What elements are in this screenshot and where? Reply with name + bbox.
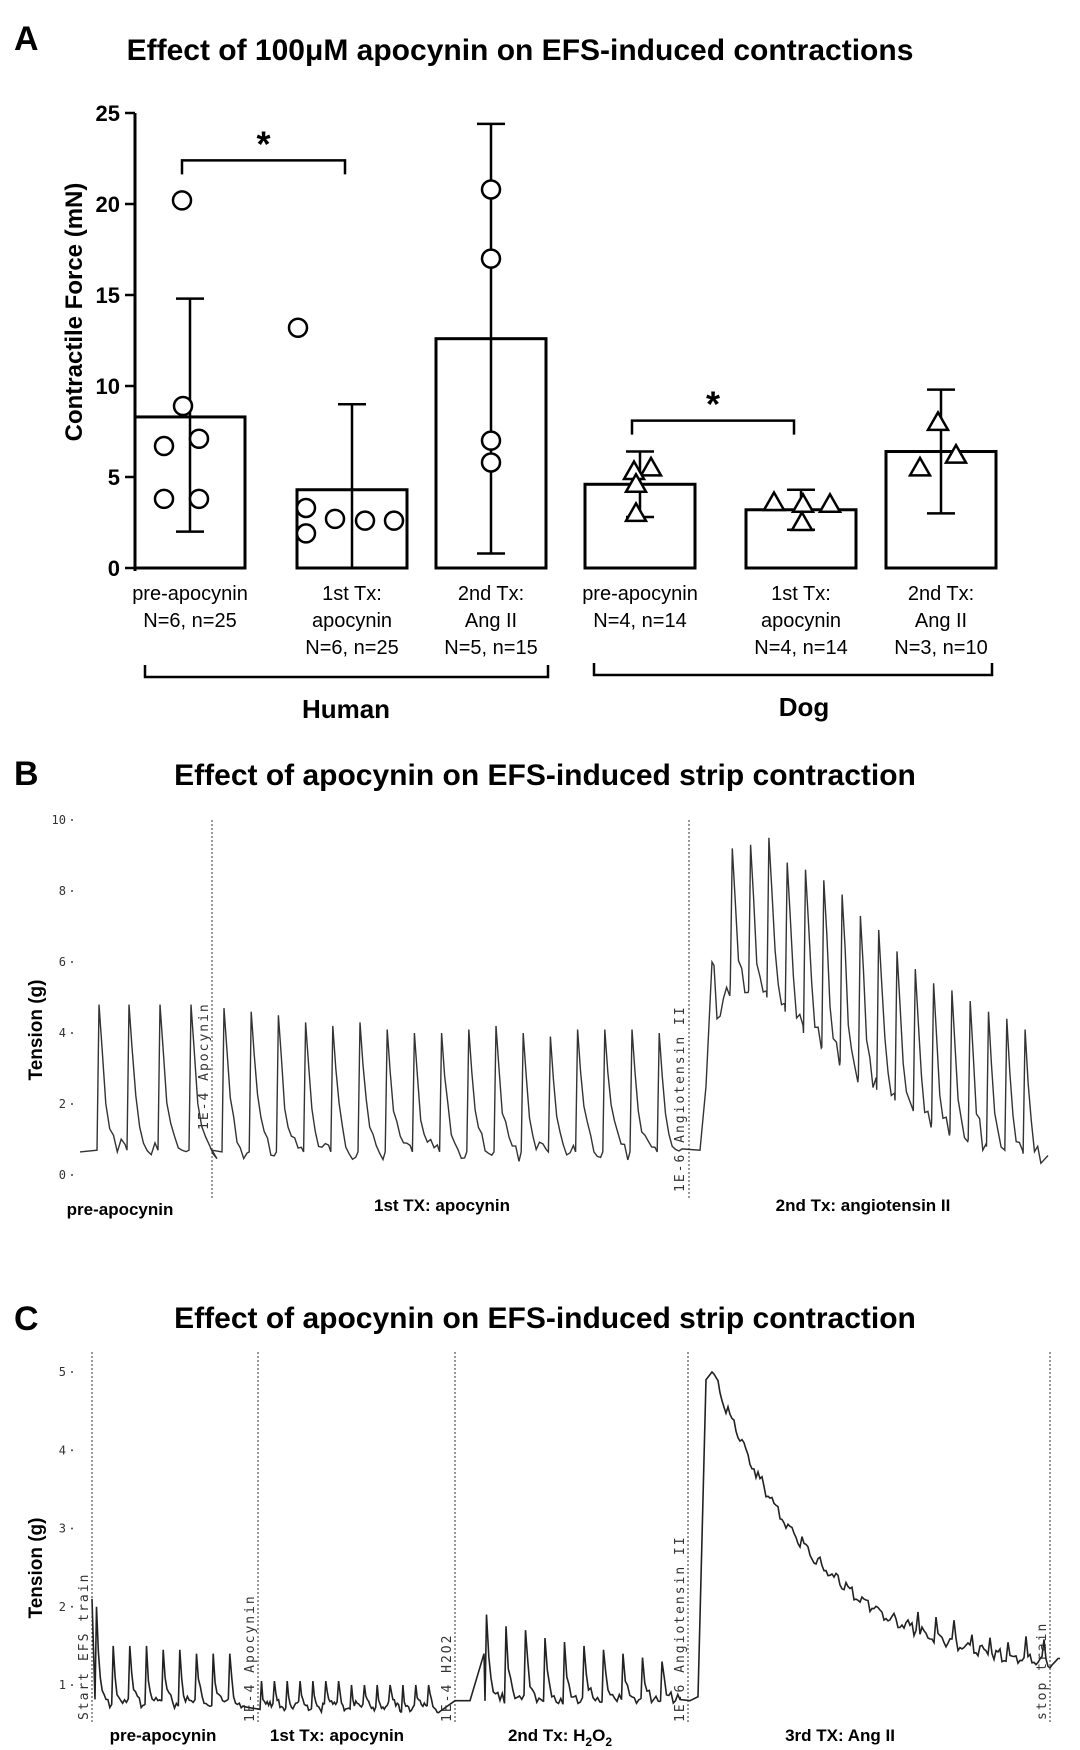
data-point-triangle	[764, 492, 784, 510]
data-point-triangle	[820, 494, 840, 512]
panel-a-ylabel: Contractile Force (mN)	[61, 182, 88, 442]
human-group-bracket	[145, 665, 548, 677]
category-label: 1st Tx:	[771, 583, 831, 605]
category-label: N=6, n=25	[143, 610, 237, 632]
y-tick-label: 4	[58, 1443, 66, 1458]
y-tick-label: 2	[58, 1097, 66, 1111]
panel-a-letter: A	[14, 20, 39, 58]
y-tick-dot	[71, 1684, 73, 1686]
panel-a-y-ticks	[96, 101, 135, 581]
y-tick-label: 4	[58, 1026, 66, 1040]
y-tick-label: 6	[58, 955, 66, 969]
panel-c-phase-angii: 3rd TX: Ang II	[785, 1726, 895, 1745]
data-point-circle	[297, 524, 315, 542]
data-point-triangle	[793, 494, 813, 512]
category-label: apocynin	[760, 610, 842, 632]
panel-a-title: Effect of 100μM apocynin on EFS-induced contractions	[126, 34, 914, 67]
data-point-triangle	[928, 412, 948, 430]
y-tick-label: 20	[95, 192, 120, 217]
data-point-circle	[190, 430, 208, 448]
data-point-circle	[482, 250, 500, 268]
data-point-circle	[297, 499, 315, 517]
data-point-circle	[356, 512, 374, 530]
y-tick-label: 10	[95, 374, 120, 399]
y-tick-dot	[71, 1449, 73, 1451]
panel-b-event-markers	[197, 820, 689, 1200]
y-tick-label: 3	[58, 1521, 66, 1536]
dog-group-bracket	[594, 663, 992, 675]
y-tick-dot	[71, 890, 73, 892]
y-tick-label: 5	[107, 465, 120, 490]
y-tick-label: 15	[95, 283, 120, 308]
y-tick-label: 2	[58, 1599, 66, 1614]
data-point-circle	[190, 490, 208, 508]
data-point-circle	[385, 512, 403, 530]
y-tick-dot	[71, 1371, 73, 1373]
data-point-circle	[155, 490, 173, 508]
data-point-circle	[482, 453, 500, 471]
category-label: pre-apocynin	[582, 583, 698, 605]
panel-b-phase-apocynin: 1st TX: apocynin	[373, 1196, 511, 1215]
y-tick-dot	[71, 819, 73, 821]
y-tick-label: 10	[51, 813, 66, 827]
y-tick-dot	[71, 961, 73, 963]
category-label: pre-apocynin	[132, 583, 248, 605]
human-group-label: Human	[301, 694, 391, 724]
y-tick-dot	[71, 1174, 73, 1176]
data-point-circle	[173, 191, 191, 209]
panel-c-phase-apocynin: 1st Tx: apocynin	[269, 1726, 405, 1745]
category-label: 2nd Tx:	[907, 583, 975, 605]
category-label: N=3, n=10	[894, 637, 988, 659]
y-tick-label: 8	[58, 884, 66, 898]
y-tick-label: 1	[58, 1678, 66, 1692]
panel-b-letter: B	[14, 755, 39, 793]
event-label-apocynin: 1E-4 Apocynin	[197, 1002, 212, 1130]
category-label: Ang II	[914, 610, 968, 632]
panel-c-letter: C	[14, 1300, 39, 1338]
panel-a-bars	[135, 339, 996, 568]
data-point-circle	[482, 432, 500, 450]
y-tick-label: 5	[58, 1365, 66, 1379]
event-label: 1E-4 H2O2	[440, 1633, 455, 1722]
panel-c-y-ticks	[59, 1365, 73, 1692]
data-point-circle	[482, 180, 500, 198]
y-tick-dot	[71, 1032, 73, 1034]
panel-b-phase-angiotensin: 2nd Tx: angiotensin II	[775, 1196, 951, 1215]
panel-a-points	[155, 180, 966, 542]
panel-c-ylabel: Tension (g)	[26, 1517, 47, 1619]
dog-group-label: Dog	[778, 692, 830, 722]
data-point-circle	[155, 437, 173, 455]
panel-b-phase-pre: pre-apocynin	[66, 1200, 174, 1219]
data-point-triangle	[641, 458, 661, 476]
y-tick-label: 0	[58, 1168, 66, 1182]
event-label: 1E-6 Angiotensin II	[673, 1535, 688, 1722]
data-point-circle	[326, 510, 344, 528]
y-tick-label: 0	[107, 556, 120, 581]
panel-b-y-ticks	[52, 813, 73, 1182]
category-label: 2nd Tx:	[457, 583, 525, 605]
category-label: N=4, n=14	[754, 637, 848, 659]
significance-star: *	[705, 383, 721, 425]
panel-b-title: Effect of apocynin on EFS-induced strip contraction	[174, 759, 916, 792]
significance-star: *	[256, 123, 271, 165]
category-label: N=5, n=15	[444, 637, 538, 659]
panel-c-trace	[92, 1372, 1060, 1713]
category-label: 1st Tx:	[322, 583, 382, 605]
category-label: N=6, n=25	[305, 637, 399, 659]
y-tick-label: 25	[95, 101, 120, 126]
event-label: stop train	[1035, 1621, 1050, 1720]
data-point-circle	[289, 319, 307, 337]
panel-c-title: Effect of apocynin on EFS-induced strip contraction	[174, 1302, 916, 1335]
y-tick-dot	[71, 1103, 73, 1105]
data-point-circle	[174, 397, 192, 415]
panel-c-phase-h2o2: 2nd Tx: $H_2O_2$	[507, 1726, 613, 1749]
panel-a-category-labels	[132, 583, 988, 659]
category-label: apocynin	[311, 610, 393, 632]
category-label: Ang II	[464, 610, 518, 632]
category-label: N=4, n=14	[593, 610, 687, 632]
event-label: Start EFS train	[77, 1572, 92, 1720]
panel-c-phase-pre: pre-apocynin	[109, 1726, 217, 1745]
y-tick-dot	[71, 1528, 73, 1530]
panel-a-error-bars	[176, 124, 955, 568]
event-label-angiotensin: 1E-6 Angiotensin II	[673, 1005, 688, 1192]
panel-b-trace	[80, 838, 1048, 1164]
panel-b-ylabel: Tension (g)	[26, 979, 47, 1081]
y-tick-dot	[71, 1606, 73, 1608]
event-label: 1E-4 Apocynin	[243, 1594, 258, 1722]
